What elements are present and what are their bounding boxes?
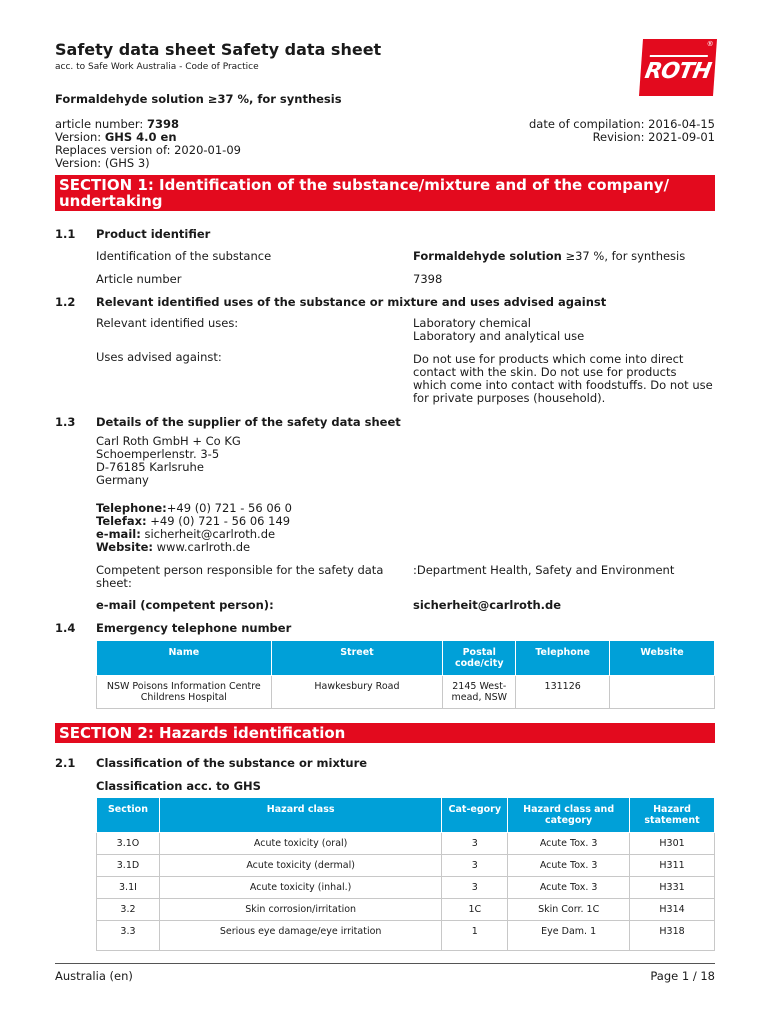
footer-region: Australia (en) [55,969,133,983]
ghs-cell: H318 [630,921,715,951]
identified-uses-value [413,317,713,343]
emergency-table [96,640,715,709]
ghs-cell: Acute Tox. 3 [508,877,630,899]
ghs-header-cell: Cat-egory [442,798,508,833]
article-number-label: Article number [96,272,182,286]
table-row [97,899,715,921]
section-1-3-title: Details of the supplier of the safety data sheet [96,415,401,429]
section-1-1-number: 1.1 [55,227,76,241]
ghs-classification-title: Classification acc. to GHS [96,779,261,793]
revision-date: Revision: 2021-09-01 [592,130,715,144]
website-value[interactable]: www.carlroth.de [153,540,251,554]
telefax-value: +49 (0) 721 - 56 06 149 [146,514,291,528]
table-row [97,676,715,709]
telephone-value: +49 (0) 721 - 56 06 0 [166,501,292,515]
ghs-cell: 3.1I [97,877,160,899]
footer-divider [55,963,715,964]
ghs-header-cell: Section [97,798,160,833]
identification-label: Identification of the substance [96,249,272,263]
uses-advised-against-value: Do not use for products which come into direct contact with the skin. Do not use for products which come into contact with foodstuffs. Do not use for private purposes (household). [413,352,713,405]
section-1-header: SECTION 1: Identification of the substance/mixture and of the company/ undertaking [55,175,715,211]
ghs-header-row [97,798,715,833]
emergency-header-cell: Website [610,641,715,676]
ghs-cell: 1 [442,921,508,951]
ghs-cell: Acute toxicity (dermal) [159,855,441,877]
version-label: Version: [55,130,105,144]
section-2-header: SECTION 2: Hazards identification [55,723,715,743]
ghs-cell: Serious eye damage/eye irritation [159,921,441,951]
section-1-4-title: Emergency telephone number [96,621,292,635]
emergency-postal-cell: 2145 West-mead, NSW [443,676,516,709]
identified-use-2: Laboratory and analytical use [413,329,585,343]
section-2-1-number: 2.1 [55,756,76,770]
company-city: D-76185 Karlsruhe [96,460,204,474]
ghs-cell: Skin corrosion/irritation [159,899,441,921]
website-line [96,541,292,554]
product-name: Formaldehyde solution ≥37 %, for synthesis [55,92,342,106]
ghs-header-cell: Hazard statement [630,798,715,833]
company-name: Carl Roth GmbH + Co KG [96,434,241,448]
ghs-classification-table [96,797,715,951]
telefax-label: Telefax: [96,514,147,528]
roth-logo [639,39,717,96]
emergency-telephone-cell: 131126 [516,676,610,709]
ghs-cell: Acute toxicity (oral) [159,833,441,855]
section-1-2-title: Relevant identified uses of the substance or mixture and uses advised against [96,295,607,309]
table-row [97,833,715,855]
competent-email-label: e-mail (competent person): [96,598,274,612]
ghs-cell: Skin Corr. 1C [508,899,630,921]
supplier-contacts [96,502,292,554]
emergency-header-cell: Street [271,641,443,676]
section-1-4-number: 1.4 [55,621,76,635]
meta-left [55,118,241,170]
ghs-cell: Acute Tox. 3 [508,833,630,855]
competent-person-label: Competent person responsible for the safety data sheet: [96,563,384,590]
footer-page-number: Page 1 / 18 [650,969,715,983]
competent-email-value[interactable]: sicherheit@carlroth.de [413,598,562,612]
website-label: Website: [96,540,153,554]
version-ghs: Version: (GHS 3) [55,156,150,170]
table-row [97,855,715,877]
ghs-cell: H301 [630,833,715,855]
page-title: Safety data sheet Safety data sheet [55,40,382,59]
identification-value-bold: Formaldehyde solution [413,249,562,263]
section-1-2-number: 1.2 [55,295,76,309]
emergency-header-cell: Name [97,641,272,676]
email-value[interactable]: sicherheit@carlroth.de [140,527,276,541]
article-label: article number: [55,117,147,131]
ghs-cell: 1C [442,899,508,921]
emergency-header-cell: Postal code/city [443,641,516,676]
ghs-cell: 3.1D [97,855,160,877]
identification-value [413,250,713,263]
identification-value-rest: ≥37 %, for synthesis [561,249,686,263]
emergency-website-cell [610,676,715,709]
emergency-name-cell: NSW Poisons Information Centre Childrens Hospital [97,676,272,709]
ghs-cell: 3 [442,877,508,899]
section-1-3-number: 1.3 [55,415,76,429]
ghs-header-cell: Hazard class [159,798,441,833]
ghs-cell: 3 [442,833,508,855]
ghs-cell: H314 [630,899,715,921]
meta-right [529,118,715,144]
identified-uses-label: Relevant identified uses: [96,316,239,330]
emergency-header-cell: Telephone [516,641,610,676]
ghs-cell: 3.1O [97,833,160,855]
section-1-1-title: Product identifier [96,227,211,241]
ghs-cell: Acute Tox. 3 [508,855,630,877]
emergency-header-row [97,641,715,676]
ghs-cell: H331 [630,877,715,899]
ghs-cell: 3.2 [97,899,160,921]
supplier-address [96,435,241,487]
ghs-header-cell: Hazard class and category [508,798,630,833]
table-row [97,877,715,899]
competent-person-value: :Department Health, Safety and Environment [413,563,675,577]
page-subtitle: acc. to Safe Work Australia - Code of Practice [55,62,259,72]
ghs-cell: 3.3 [97,921,160,951]
ghs-cell: 3 [442,855,508,877]
uses-advised-against-label: Uses advised against: [96,350,222,364]
ghs-cell: Acute toxicity (inhal.) [159,877,441,899]
logo-text: ROTH [643,59,713,84]
ghs-cell: Eye Dam. 1 [508,921,630,951]
article-number-value: 7398 [413,272,443,286]
logo-bar [650,55,708,57]
identified-use-1: Laboratory chemical [413,316,531,330]
telephone-label: Telephone: [96,501,167,515]
registered-mark: ® [706,40,714,48]
email-label: e-mail: [96,527,141,541]
company-country: Germany [96,473,149,487]
ghs-cell: H311 [630,855,715,877]
compilation-date: date of compilation: 2016-04-15 [528,117,715,131]
replaces-version: Replaces version of: 2020-01-09 [55,143,241,157]
table-row [97,921,715,951]
section-2-1-title: Classification of the substance or mixture [96,756,368,770]
company-street: Schoemperlenstr. 3-5 [96,447,220,461]
article-value: 7398 [146,117,179,131]
emergency-street-cell: Hawkesbury Road [271,676,443,709]
version-value: GHS 4.0 en [104,130,177,144]
